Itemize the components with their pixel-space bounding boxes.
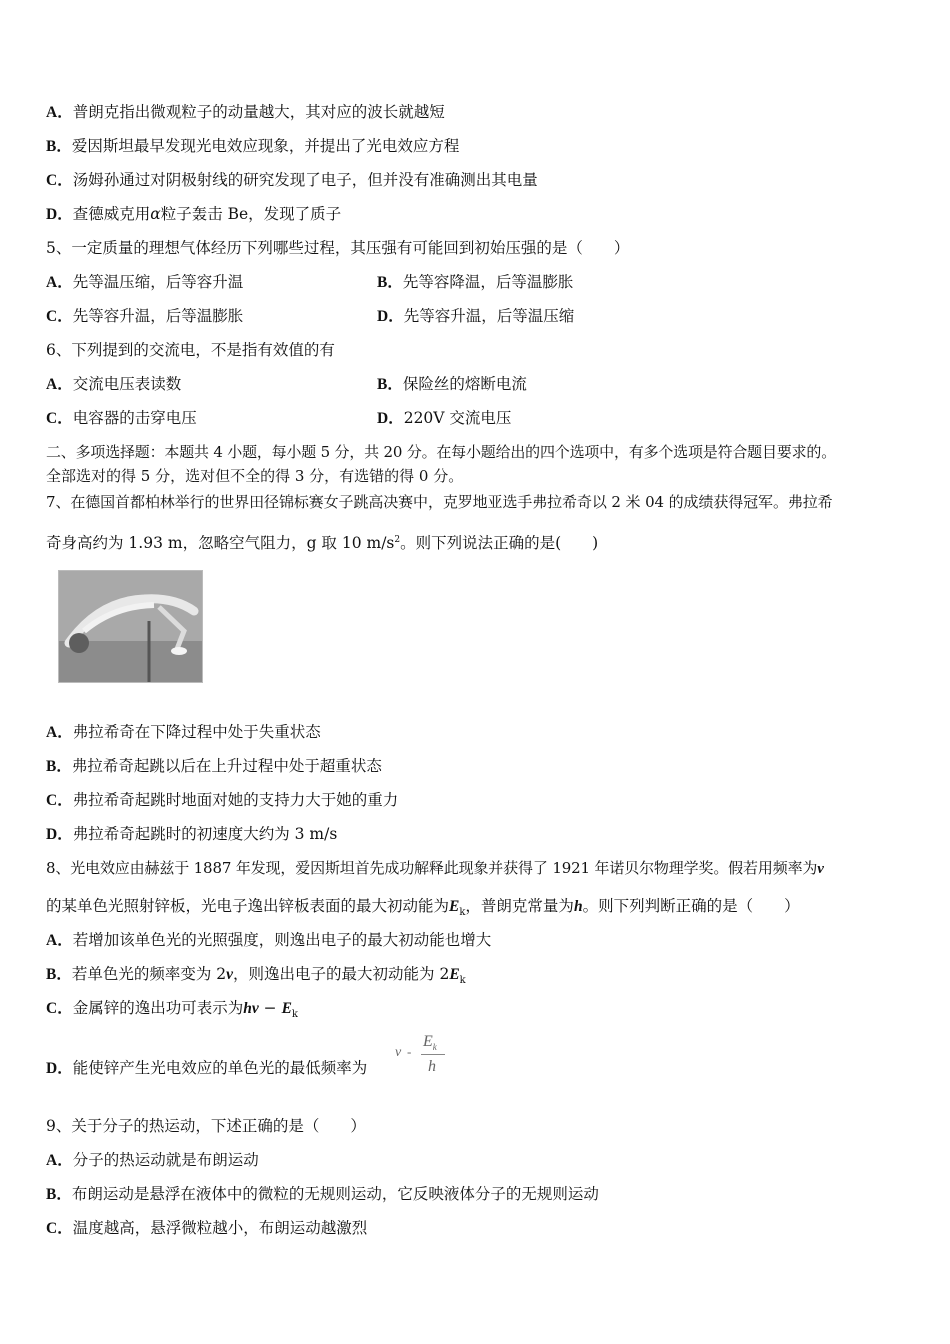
q7-option-d (46, 824, 337, 845)
q5-option-a (46, 272, 243, 293)
option-label: A． (46, 104, 73, 121)
energy-subscript: k (459, 907, 466, 919)
option-text: 先等容升温，后等温压缩 (403, 307, 575, 325)
option-label: B． (46, 758, 72, 775)
frequency-symbol: v (226, 966, 234, 983)
formula-nu: ν (395, 1045, 402, 1060)
q6-option-b (377, 374, 527, 395)
option-text: 若增加该单色光的光照强度，则逸出电子的最大初动能也增大 (72, 931, 492, 949)
option-text: ，则逸出电子的最大初动能为 2 (233, 965, 450, 983)
q7-stem-line1: 7、在德国首都柏林举行的世界田径锦标赛女子跳高决赛中，克罗地亚选手弗拉希奇以 2 米 04 的成绩获得冠军。弗拉希 (46, 493, 833, 511)
stem-text: 。则下列判断正确的是（ ） (582, 897, 800, 915)
option-text: 弗拉希奇起跳时的初速度大约为 3 m/s (72, 825, 338, 843)
q6-option-d (377, 408, 511, 429)
option-text: 粒子轰击 Be，发现了质子 (160, 205, 342, 223)
energy-subscript: k (291, 1009, 298, 1021)
option-label: C． (46, 410, 73, 427)
energy-symbol: E (281, 1000, 292, 1017)
formula-minus: - (407, 1044, 412, 1059)
min-frequency-formula (395, 1033, 455, 1079)
option-label: A． (46, 274, 73, 291)
energy-symbol: E (449, 966, 460, 983)
q4-option-a (46, 102, 445, 123)
energy-subscript: k (459, 975, 466, 987)
option-text: 弗拉希奇起跳时地面对她的支持力大于她的重力 (72, 791, 399, 809)
option-label: C． (46, 1000, 73, 1017)
option-text: 爱因斯坦最早发现光电效应现象，并提出了光电效应方程 (71, 137, 460, 155)
q5-option-b (377, 272, 573, 293)
option-text: 先等容升温，后等温膨胀 (72, 307, 244, 325)
q8-option-a (46, 930, 491, 951)
option-label: A． (46, 376, 73, 393)
option-text: 普朗克指出微观粒子的动量越大，其对应的波长就越短 (72, 103, 445, 121)
section-header-line1: 二、多项选择题：本题共 4 小题，每小题 5 分，共 20 分。在每小题给出的四个选项中，有多个选项是符合题目要求的。 (46, 443, 836, 461)
q6-option-c (46, 408, 197, 429)
option-text: 220V 交流电压 (403, 409, 512, 427)
option-text: 汤姆孙通过对阴极射线的研究发现了电子，但并没有准确测出其电量 (72, 171, 538, 189)
option-text: 若单色光的频率变为 2 (71, 965, 227, 983)
high-jump-photo (58, 570, 203, 683)
q8-option-c (46, 998, 298, 1025)
option-label: D． (377, 410, 404, 427)
option-label: C． (46, 792, 73, 809)
option-text: 弗拉希奇起跳以后在上升过程中处于超重状态 (71, 757, 382, 775)
q7-option-b (46, 756, 382, 777)
stem-text: 。则下列说法正确的是( ) (400, 534, 599, 553)
q5-option-d (377, 306, 574, 327)
option-label: B． (377, 274, 403, 291)
q9-option-b (46, 1184, 599, 1205)
q4-option-d (46, 204, 341, 225)
option-text: 分子的热运动就是布朗运动 (72, 1151, 259, 1169)
q5-stem: 5、一定质量的理想气体经历下列哪些过程，其压强有可能回到初始压强的是（ ） (46, 239, 630, 257)
exponent: 2 (394, 535, 401, 545)
q8-option-b (46, 964, 466, 991)
option-label: C． (46, 1220, 73, 1237)
option-text: 先等温压缩，后等容升温 (72, 273, 244, 291)
frequency-symbol: v (817, 861, 824, 877)
formula-energy-subscript: k (432, 1042, 437, 1053)
q9-option-a (46, 1150, 259, 1171)
section-header-line2: 全部选对的得 5 分，选对但不全的得 3 分，有选错的得 0 分。 (46, 467, 464, 485)
q9-stem: 9、关于分子的热运动，下述正确的是（ ） (46, 1117, 366, 1135)
alpha-symbol: α (150, 205, 161, 223)
q7-option-c (46, 790, 398, 811)
option-label: D． (46, 826, 73, 843)
fraction-bar (421, 1054, 445, 1055)
q7-stem-line2 (46, 530, 598, 553)
planck-symbol: h (573, 898, 583, 915)
option-label: B． (46, 138, 72, 155)
option-label: C． (46, 308, 73, 325)
q8-stem-line2 (46, 896, 800, 923)
q9-option-c (46, 1218, 367, 1239)
stem-text: 8、光电效应由赫兹于 1887 年发现，爱因斯坦首先成功解释此现象并获得了 1921 年诺贝尔物理学奖。假若用频率为 (46, 859, 818, 877)
option-text: 交流电压表读数 (72, 375, 182, 393)
option-text: 电容器的击穿电压 (72, 409, 197, 427)
stem-text: 奇身高约为 1.93 m，忽略空气阻力，g 取 10 m/s (46, 534, 395, 553)
high-jumper-illustration (59, 571, 202, 682)
option-text: 保险丝的熔断电流 (402, 375, 527, 393)
q5-option-c (46, 306, 243, 327)
hv-symbol: hv (243, 1000, 259, 1017)
energy-symbol: E (449, 898, 460, 915)
option-text: 弗拉希奇在下降过程中处于失重状态 (72, 723, 321, 741)
option-label: D． (46, 206, 73, 223)
option-label: D． (377, 308, 404, 325)
option-text: 温度越高，悬浮微粒越小，布朗运动越激烈 (72, 1219, 368, 1237)
option-label: A． (46, 1152, 73, 1169)
option-text: 查德威克用 (72, 205, 151, 223)
minus-sign: − (258, 999, 282, 1017)
option-label: B． (46, 1186, 72, 1203)
q7-option-a (46, 722, 321, 743)
option-text: 能使锌产生光电效应的单色光的最低频率为 (72, 1059, 368, 1077)
option-label: D． (46, 1060, 73, 1077)
q4-option-c (46, 170, 538, 191)
option-text: 先等容降温，后等温膨胀 (402, 273, 574, 291)
option-label: B． (377, 376, 403, 393)
option-text: 金属锌的逸出功可表示为 (72, 999, 244, 1017)
formula-numerator (423, 1033, 437, 1052)
option-label: B． (46, 966, 72, 983)
q6-option-a (46, 374, 181, 395)
option-label: A． (46, 932, 73, 949)
option-label: C． (46, 172, 73, 189)
q4-option-b (46, 136, 459, 157)
q6-stem: 6、下列提到的交流电，不是指有效值的有 (46, 341, 335, 359)
q8-option-d (46, 1058, 367, 1079)
formula-denominator: h (428, 1058, 436, 1075)
q8-stem-line1 (46, 858, 824, 879)
stem-text: 的某单色光照射锌板，光电子逸出锌板表面的最大初动能为 (46, 897, 450, 915)
option-label: A． (46, 724, 73, 741)
formula-energy: E (423, 1033, 433, 1050)
option-text: 布朗运动是悬浮在液体中的微粒的无规则运动，它反映液体分子的无规则运动 (71, 1185, 599, 1203)
stem-text: ，普朗克常量为 (465, 897, 574, 915)
